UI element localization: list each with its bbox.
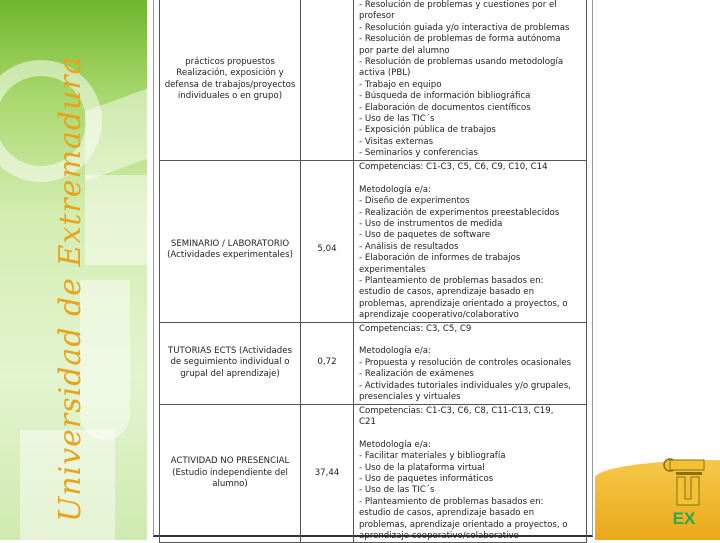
details-line: - Resolución de problemas de forma autónoma xyxy=(359,34,561,45)
details-line: - Uso de instrumentos de medida xyxy=(359,219,503,230)
details-line: Metodología e/a: xyxy=(359,346,431,357)
details-cell xyxy=(354,404,587,543)
details-line: problemas, aprendizaje orientado a proyectos, o xyxy=(359,298,568,309)
details-line: - Uso de paquetes de software xyxy=(359,230,491,241)
details-line: Metodología e/a: xyxy=(359,439,431,450)
details-line: - Realización de experimentos preestablecidos xyxy=(359,207,560,218)
details-cell xyxy=(354,161,587,323)
credits-cell: 5,04 xyxy=(301,161,354,323)
details-line: - Análisis de resultados xyxy=(359,241,459,252)
details-line: - Realización de exámenes xyxy=(359,369,474,380)
table-row xyxy=(160,0,587,161)
details-line: - Elaboración de informes de trabajos xyxy=(359,253,521,264)
activity-cell: TUTORIAS ECTS (Actividades de seguimiento individual o grupal del aprendizaje) xyxy=(160,322,301,404)
details-line: problemas, aprendizaje orientado a proyectos, o xyxy=(359,519,568,530)
sidebar-branding xyxy=(0,0,147,540)
details-line: activa (PBL) xyxy=(359,68,411,79)
svg-text:EX: EX xyxy=(672,509,696,527)
details-line xyxy=(359,335,582,346)
details-line: - Uso de la plataforma virtual xyxy=(359,462,485,473)
details-line: por parte del alumno xyxy=(359,45,450,56)
details-line: presenciales y virtuales xyxy=(359,392,461,403)
details-line: profesor xyxy=(359,11,395,22)
table-row xyxy=(160,161,587,323)
details-line: - Resolución de problemas y cuestiones por el xyxy=(359,0,557,10)
details-line: Competencias: C1-C3, C6, C8, C11-C13, C19, xyxy=(359,405,554,416)
details-line: - Seminarios y conferencias xyxy=(359,148,478,159)
details-line: - Uso de paquetes informáticos xyxy=(359,473,494,484)
university-name-script: Universidad de Extremadura xyxy=(53,55,88,522)
details-line: Competencias: C1-C3, C5, C6, C9, C10, C14 xyxy=(359,162,548,172)
activity-cell: prácticos propuestos Realización, exposición y defensa de trabajos/proyectos individuales o en grupo) xyxy=(160,0,301,161)
details-line: - Planteamiento de problemas basados en: xyxy=(359,496,544,507)
details-line: - Uso de las TIC´s xyxy=(359,485,435,496)
details-line xyxy=(359,173,582,184)
details-cell xyxy=(354,322,587,404)
details-line: - Búsqueda de información bibliográfica xyxy=(359,91,531,102)
details-line: - Facilitar materiales y bibliografía xyxy=(359,451,506,462)
credits-cell xyxy=(301,0,354,161)
details-line: - Uso de las TIC´s xyxy=(359,114,435,125)
activity-cell: SEMINARIO / LABORATORIO (Actividades experimentales) xyxy=(160,161,301,323)
details-line: Metodología e/a: xyxy=(359,184,431,195)
details-line: experimentales xyxy=(359,264,426,275)
uex-logo-icon xyxy=(662,455,706,527)
details-line: - Elaboración de documentos científicos xyxy=(359,102,531,113)
details-line: estudio de casos, aprendizaje basado en xyxy=(359,287,535,298)
details-line: - Exposición pública de trabajos xyxy=(359,125,496,136)
details-line: - Planteamiento de problemas basados en: xyxy=(359,276,544,287)
details-line xyxy=(359,428,582,439)
details-line: - Propuesta y resolución de controles ocasionales xyxy=(359,357,572,368)
details-cell xyxy=(354,0,587,161)
details-line: - Visitas externas xyxy=(359,136,434,147)
details-line: - Trabajo en equipo xyxy=(359,79,442,90)
details-line: - Diseño de experimentos xyxy=(359,196,470,207)
table-row xyxy=(160,322,587,404)
table-row xyxy=(160,404,587,543)
details-line: aprendizaje cooperativo/colaborativo xyxy=(359,530,519,541)
details-line: - Resolución guiada y/o interactiva de problemas xyxy=(359,22,570,33)
credits-cell: 37,44 xyxy=(301,404,354,543)
activity-cell: ACTIVIDAD NO PRESENCIAL (Estudio independiente del alumno) xyxy=(160,404,301,543)
details-line: estudio de casos, aprendizaje basado en xyxy=(359,508,535,519)
details-line: - Resolución de problemas usando metodología xyxy=(359,57,564,68)
decorative-shape xyxy=(85,175,147,265)
details-line: aprendizaje cooperativo/colaborativo xyxy=(359,310,519,321)
activities-table xyxy=(159,0,587,543)
credits-cell: 0,72 xyxy=(301,322,354,404)
details-line: Competencias: C3, C5, C9 xyxy=(359,323,472,334)
details-line: C21 xyxy=(359,416,376,427)
details-line: - Actividades tutoriales individuales y/o grupales, xyxy=(359,380,571,391)
